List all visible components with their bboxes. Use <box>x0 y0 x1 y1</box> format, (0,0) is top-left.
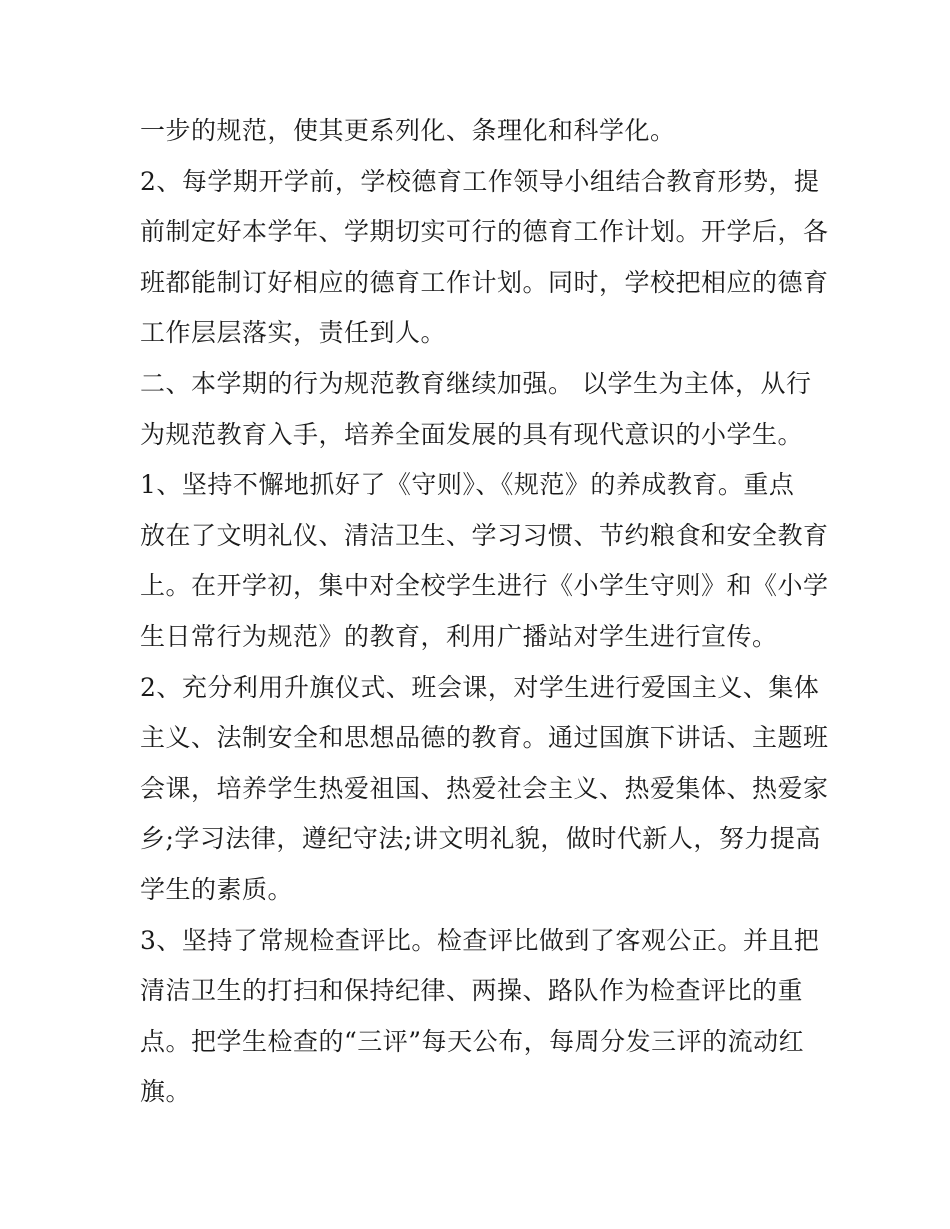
text-line: 1、坚持不懈地抓好了《守则》、《规范》的养成教育。重点 <box>140 470 795 500</box>
text-line: 放在了文明礼仪、清洁卫生、学习习惯、节约粮食和安全教育 <box>140 520 829 550</box>
text-line: 会课，培养学生热爱祖国、热爱社会主义、热爱集体、热爱家 <box>140 773 829 803</box>
text-line: 2、充分利用升旗仪式、班会课，对学生进行爱国主义、集体 <box>140 672 820 702</box>
text-line: 乡;学习法律，遵纪守法;讲文明礼貌，做时代新人，努力提高 <box>140 824 821 854</box>
text-line: 主义、法制安全和思想品德的教育。通过国旗下讲话、主题班 <box>140 723 829 753</box>
document-body <box>140 106 829 1118</box>
text-line: 前制定好本学年、学期切实可行的德育工作计划。开学后，各 <box>140 217 829 247</box>
text-line: 二、本学期的行为规范教育继续加强。 以学生为主体，从行 <box>140 368 812 398</box>
text-line: 为规范教育入手，培养全面发展的具有现代意识的小学生。 <box>140 419 804 449</box>
text-line: 3、坚持了常规检查评比。检查评比做到了客观公正。并且把 <box>140 925 820 955</box>
text-line: 一步的规范，使其更系列化、条理化和科学化。 <box>140 116 676 145</box>
text-line: 学生的素质。 <box>140 874 294 904</box>
text-line: 点。把学生检查的“三评”每天公布，每周分发三评的流动红 <box>140 1026 805 1056</box>
text-line: 2、每学期开学前，学校德育工作领导小组结合教育形势，提 <box>140 166 820 196</box>
text-line: 上。在开学初，集中对全校学生进行《小学生守则》和《小学 <box>140 571 829 601</box>
text-line: 旗。 <box>140 1077 192 1107</box>
text-line: 生日常行为规范》的教育，利用广播站对学生进行宣传。 <box>140 621 778 651</box>
text-line: 工作层层落实，责任到人。 <box>140 318 447 348</box>
text-line: 班都能制订好相应的德育工作计划。同时，学校把相应的德育 <box>140 267 829 297</box>
text-line: 清洁卫生的打扫和保持纪律、两操、路队作为检查评比的重 <box>140 976 804 1006</box>
